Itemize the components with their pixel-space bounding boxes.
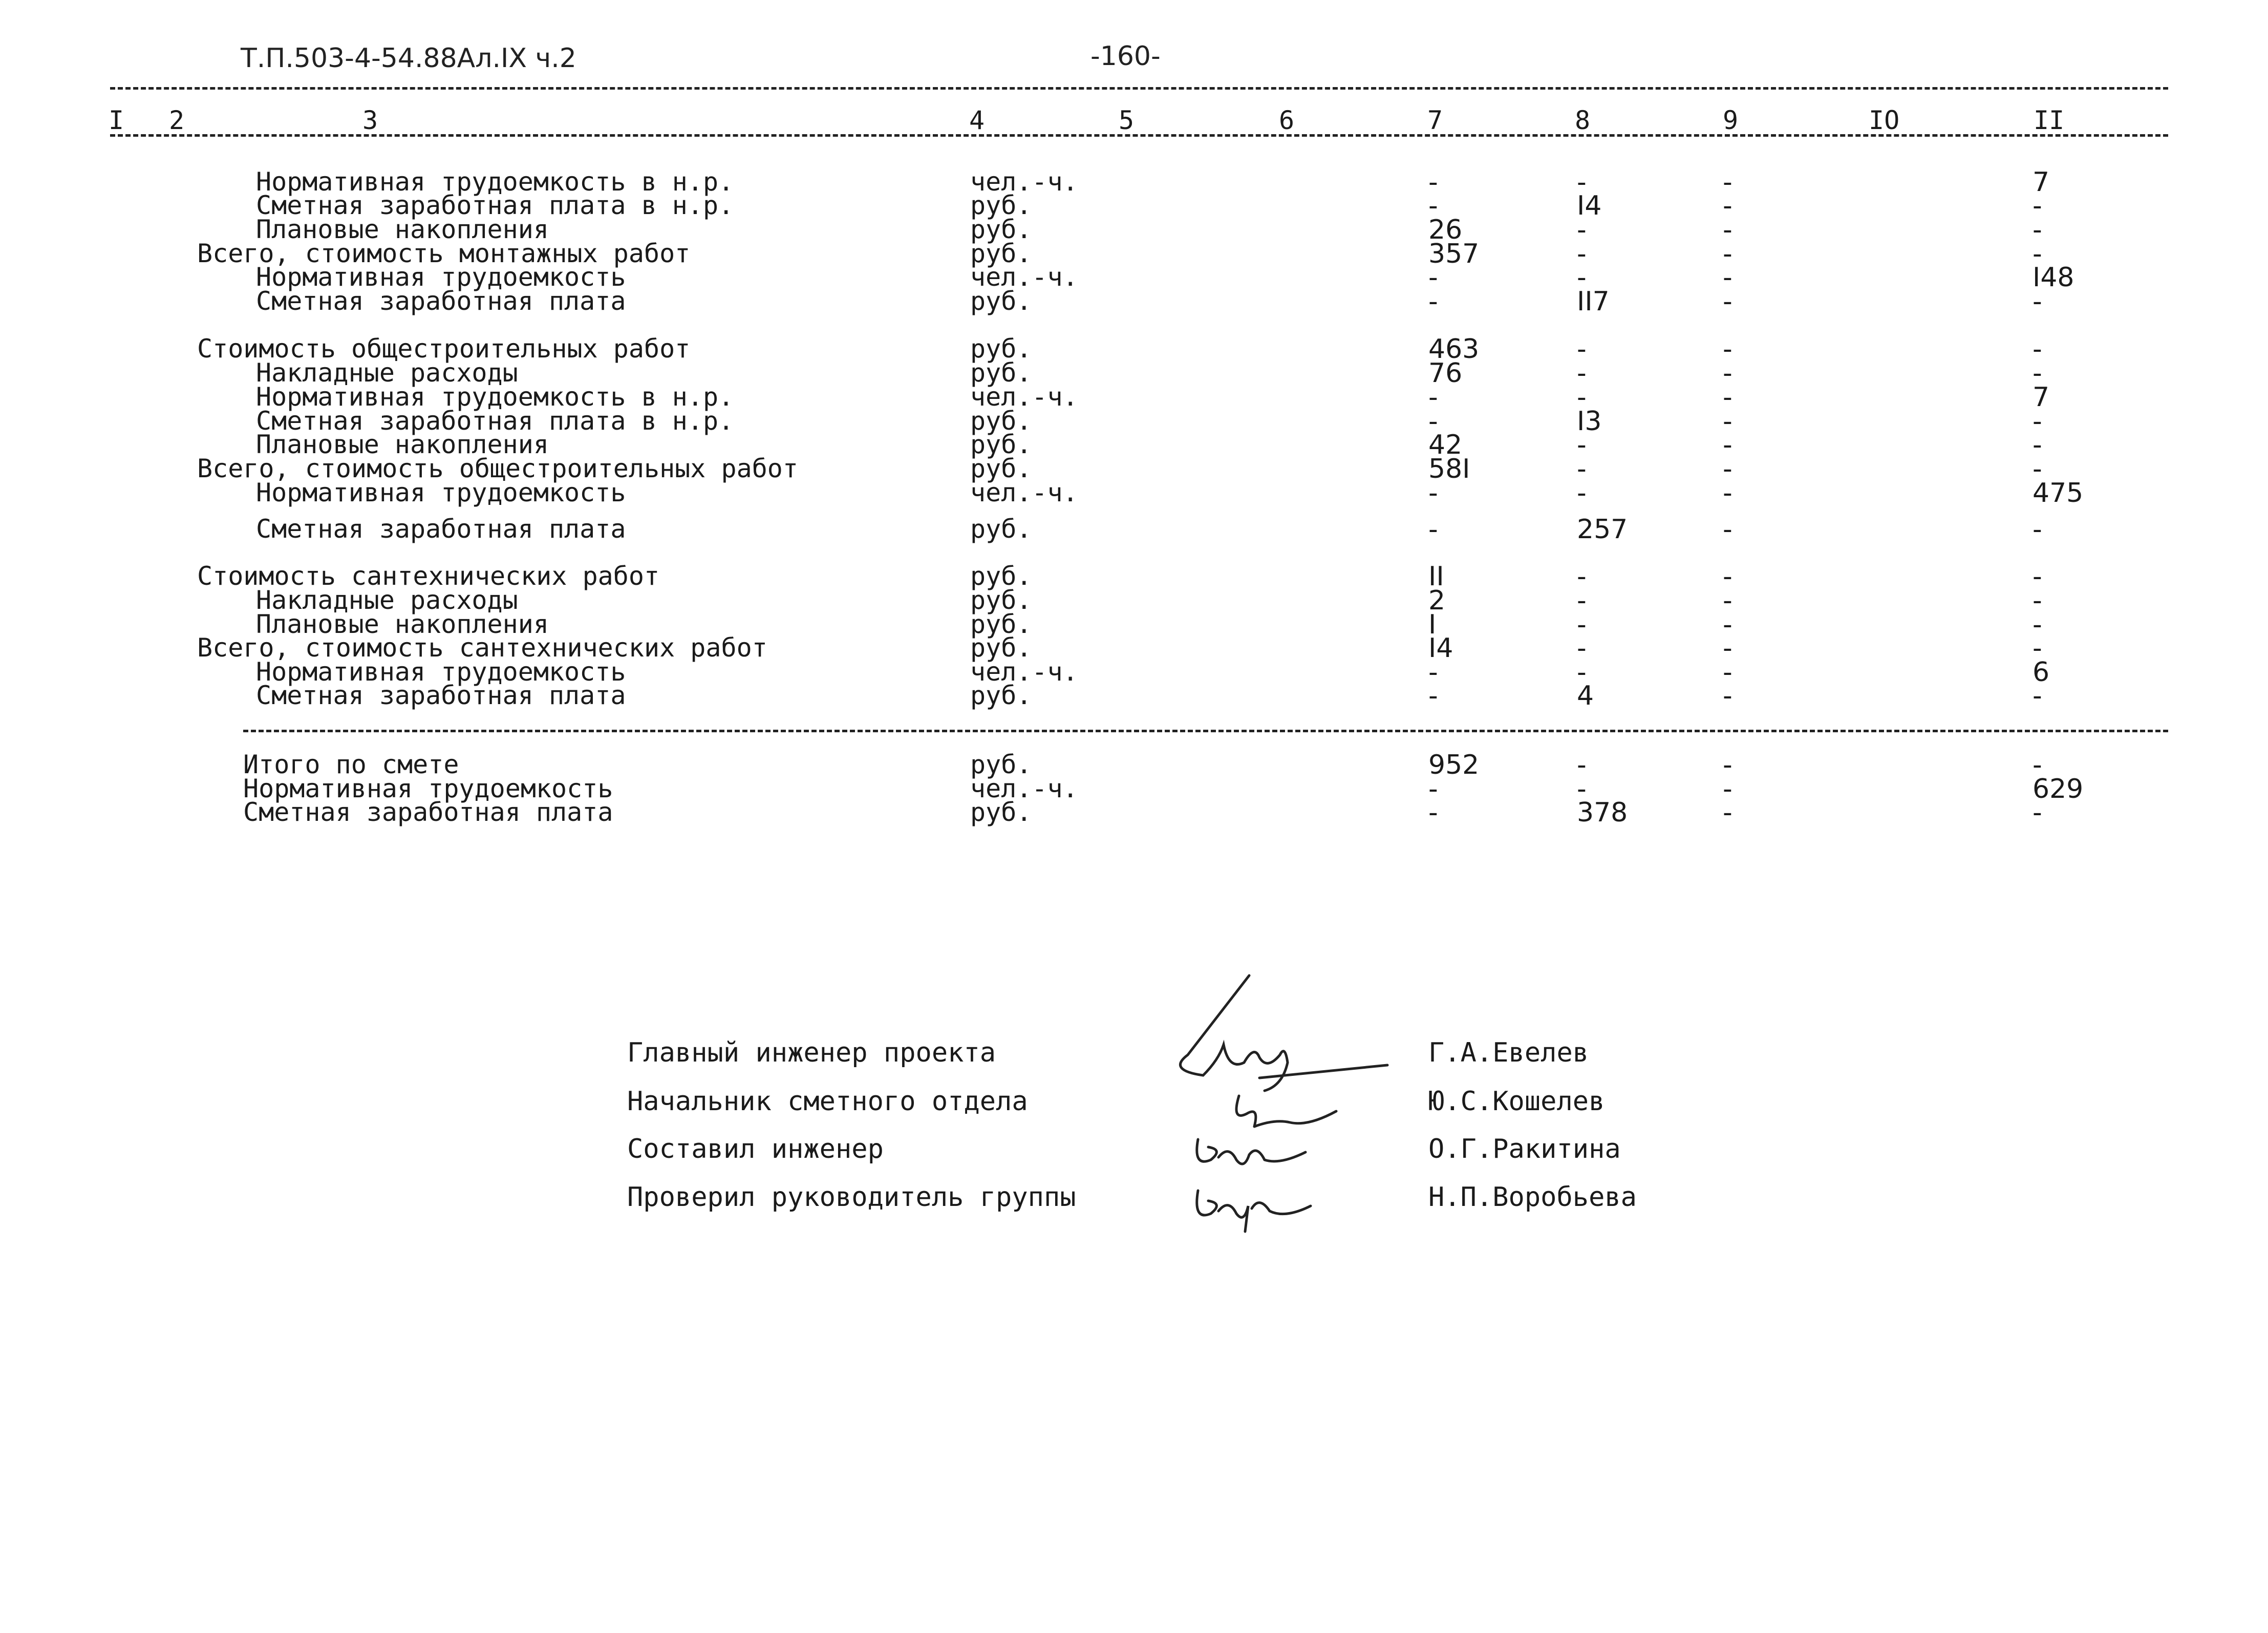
row-value-col9: - [1723, 454, 1732, 484]
row-value-col11: - [2032, 358, 2042, 389]
total-value-col8: 378 [1577, 797, 1628, 828]
row-value-col9: - [1723, 561, 1732, 592]
column-number: 8 [1575, 105, 1591, 135]
column-number: 9 [1723, 105, 1739, 135]
row-label: Плановые накопления [256, 609, 549, 639]
signature-name: Н.П.Воробьева [1428, 1182, 1637, 1213]
total-value-col8: - [1577, 750, 1587, 780]
row-label: Сметная заработная плата [256, 514, 626, 544]
row-label: Плановые накопления [256, 430, 549, 459]
row-unit: руб. [970, 430, 1032, 459]
total-value-col9: - [1723, 774, 1732, 804]
total-label: Сметная заработная плата [243, 797, 613, 827]
row-unit: руб. [970, 585, 1032, 615]
row-label: Всего, стоимость сантехнических работ [197, 633, 767, 663]
row-value-col11: - [2032, 561, 2042, 592]
row-value-col8: - [1577, 633, 1587, 664]
row-value-col8: - [1577, 657, 1587, 688]
row-unit: руб. [970, 681, 1032, 710]
row-value-col9: - [1723, 167, 1732, 198]
row-unit: руб. [970, 406, 1032, 436]
row-value-col8: - [1577, 478, 1587, 508]
row-value-col8: - [1577, 561, 1587, 592]
row-value-col9: - [1723, 430, 1732, 460]
signature-role: Проверил руководитель группы [627, 1182, 1076, 1213]
row-value-col7: - [1428, 478, 1438, 508]
row-value-col11: - [2032, 406, 2042, 437]
row-label: Стоимость сантехнических работ [197, 561, 660, 591]
row-value-col7: - [1428, 262, 1438, 293]
row-value-col8: - [1577, 382, 1587, 413]
total-value-col9: - [1723, 797, 1732, 828]
row-unit: руб. [970, 215, 1032, 244]
row-value-col11: - [2032, 215, 2042, 245]
row-unit: чел.-ч. [970, 262, 1078, 292]
row-label: Сметная заработная плата в н.р. [256, 406, 734, 436]
document-reference: Т.П.503-4-54.88Ал.IX ч.2 [241, 43, 576, 74]
total-value-col9: - [1723, 750, 1732, 780]
row-label: Сметная заработная плата в н.р. [256, 190, 734, 220]
row-value-col9: - [1723, 681, 1732, 711]
total-unit: чел.-ч. [970, 774, 1078, 803]
column-number: I [109, 105, 124, 135]
row-value-col9: - [1723, 334, 1732, 365]
row-value-col8: - [1577, 454, 1587, 484]
row-value-col11: - [2032, 681, 2042, 711]
row-value-col9: - [1723, 358, 1732, 389]
row-value-col8: - [1577, 358, 1587, 389]
row-value-col9: - [1723, 239, 1732, 269]
total-label: Нормативная трудоемкость [243, 774, 613, 803]
total-value-col7: - [1428, 774, 1438, 804]
row-value-col9: - [1723, 633, 1732, 664]
signature-role: Составил инженер [627, 1134, 884, 1164]
column-number: 2 [169, 105, 185, 135]
row-value-col9: - [1723, 286, 1732, 317]
total-value-col7: 952 [1428, 750, 1480, 780]
row-value-col7: I [1428, 609, 1437, 640]
row-unit: руб. [970, 286, 1032, 316]
row-unit: руб. [970, 561, 1032, 591]
row-label: Нормативная трудоемкость [256, 262, 626, 292]
handwritten-signature-4 [1188, 1178, 1321, 1234]
handwritten-signature-3 [1188, 1129, 1321, 1175]
row-value-col11: - [2032, 239, 2042, 269]
row-unit: чел.-ч. [970, 167, 1078, 197]
signature-role: Главный инженер проекта [627, 1037, 996, 1068]
row-value-col7: - [1428, 406, 1438, 437]
row-value-col9: - [1723, 585, 1732, 616]
row-value-col9: - [1723, 609, 1732, 640]
total-unit: руб. [970, 750, 1032, 779]
row-value-col8: - [1577, 585, 1587, 616]
row-value-col11: - [2032, 454, 2042, 484]
row-value-col8: - [1577, 430, 1587, 460]
column-number: 6 [1279, 105, 1295, 135]
header-rule-top [110, 87, 2168, 90]
row-unit: чел.-ч. [970, 657, 1078, 687]
row-value-col11: - [2032, 633, 2042, 664]
row-label: Накладные расходы [256, 585, 518, 615]
row-value-col8: - [1577, 215, 1587, 245]
row-label: Плановые накопления [256, 215, 549, 244]
row-value-col7: 26 [1428, 215, 1463, 245]
page-number: -160- [1090, 41, 1161, 72]
row-value-col11: 6 [2032, 657, 2050, 688]
row-label: Нормативная трудоемкость [256, 478, 626, 507]
row-unit: чел.-ч. [970, 478, 1078, 507]
column-number: 5 [1119, 105, 1135, 135]
signature-role: Начальник сметного отдела [627, 1086, 1028, 1117]
row-unit: руб. [970, 358, 1032, 388]
row-value-col7: - [1428, 657, 1438, 688]
row-value-col7: - [1428, 681, 1438, 711]
row-value-col7: 76 [1428, 358, 1463, 389]
row-value-col8: - [1577, 167, 1587, 198]
row-value-col7: 42 [1428, 430, 1463, 460]
total-value-col11: - [2032, 750, 2042, 780]
row-value-col11: - [2032, 190, 2042, 221]
row-label: Сметная заработная плата [256, 681, 626, 710]
total-value-col11: - [2032, 797, 2042, 828]
row-value-col8: I4 [1577, 190, 1602, 221]
row-unit: руб. [970, 633, 1032, 663]
row-label: Сметная заработная плата [256, 286, 626, 316]
row-value-col11: - [2032, 514, 2042, 545]
row-unit: чел.-ч. [970, 382, 1078, 412]
row-value-col11: - [2032, 430, 2042, 460]
row-value-col9: - [1723, 215, 1732, 245]
totals-rule [243, 730, 2168, 732]
row-label: Нормативная трудоемкость в н.р. [256, 167, 734, 197]
row-unit: руб. [970, 514, 1032, 544]
row-value-col11: 475 [2032, 478, 2084, 508]
row-value-col7: - [1428, 167, 1438, 198]
row-value-col7: I4 [1428, 633, 1453, 664]
row-label: Нормативная трудоемкость [256, 657, 626, 687]
row-value-col8: - [1577, 239, 1587, 269]
total-unit: руб. [970, 797, 1032, 827]
row-value-col7: 357 [1428, 239, 1480, 269]
column-number: II [2034, 105, 2065, 135]
column-number: 3 [362, 105, 378, 135]
row-value-col7: - [1428, 382, 1438, 413]
row-value-col9: - [1723, 514, 1732, 545]
column-number: 7 [1427, 105, 1443, 135]
row-value-col9: - [1723, 262, 1732, 293]
row-unit: руб. [970, 454, 1032, 483]
column-number: 4 [969, 105, 985, 135]
total-value-col11: 629 [2032, 774, 2084, 804]
total-value-col7: - [1428, 797, 1438, 828]
row-value-col11: I48 [2032, 262, 2074, 293]
row-value-col11: - [2032, 609, 2042, 640]
row-value-col11: - [2032, 286, 2042, 317]
column-number: IO [1869, 105, 1900, 135]
row-value-col9: - [1723, 190, 1732, 221]
row-value-col9: - [1723, 382, 1732, 413]
signature-name: О.Г.Ракитина [1428, 1134, 1621, 1164]
row-value-col9: - [1723, 657, 1732, 688]
row-value-col11: 7 [2032, 382, 2050, 413]
row-value-col7: II [1428, 561, 1444, 592]
row-value-col8: - [1577, 334, 1587, 365]
row-value-col9: - [1723, 478, 1732, 508]
row-value-col8: 257 [1577, 514, 1628, 545]
row-label: Накладные расходы [256, 358, 518, 388]
row-label: Стоимость общестроительных работ [197, 334, 691, 364]
signature-name: Г.А.Евелев [1428, 1037, 1589, 1068]
row-value-col8: - [1577, 609, 1587, 640]
row-value-col7: 463 [1428, 334, 1480, 365]
row-value-col9: - [1723, 406, 1732, 437]
total-value-col8: - [1577, 774, 1587, 804]
row-value-col11: - [2032, 334, 2042, 365]
row-unit: руб. [970, 239, 1032, 268]
total-label: Итого по смете [243, 750, 459, 779]
row-value-col7: - [1428, 514, 1438, 545]
row-unit: руб. [970, 609, 1032, 639]
column-numbers-rule [110, 134, 2168, 137]
row-value-col7: 58I [1428, 454, 1470, 484]
row-unit: руб. [970, 334, 1032, 364]
row-value-col8: 4 [1577, 681, 1594, 711]
row-label: Нормативная трудоемкость в н.р. [256, 382, 734, 412]
row-value-col7: - [1428, 190, 1438, 221]
row-label: Всего, стоимость монтажных работ [197, 239, 691, 268]
row-value-col8: - [1577, 262, 1587, 293]
row-value-col8: I3 [1577, 406, 1602, 437]
row-value-col7: 2 [1428, 585, 1446, 616]
row-value-col7: - [1428, 286, 1438, 317]
row-value-col8: II7 [1577, 286, 1610, 317]
signature-name: Ю.С.Кошелев [1428, 1086, 1605, 1117]
row-unit: руб. [970, 190, 1032, 220]
row-value-col11: - [2032, 585, 2042, 616]
row-value-col11: 7 [2032, 167, 2050, 198]
row-label: Всего, стоимость общестроительных работ [197, 454, 798, 483]
